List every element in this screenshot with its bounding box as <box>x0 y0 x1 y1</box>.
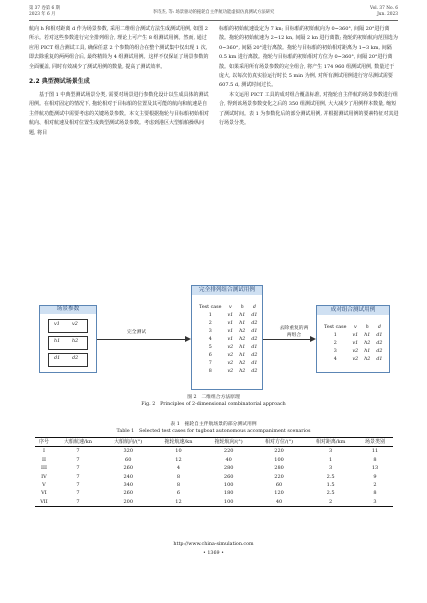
full-cell: h1 <box>239 345 246 350</box>
publish-date-en: Jun. 2023 <box>377 12 398 17</box>
table-cell: 7 <box>76 456 80 463</box>
full-cell: h2 <box>239 337 246 342</box>
full-cell: 8 <box>208 369 212 374</box>
full-cell: 6 <box>208 353 212 358</box>
table-col-header: 序号 <box>35 438 53 447</box>
full-header-row <box>196 304 260 312</box>
table-cell: 260 <box>123 490 133 497</box>
figure-caption-cn: 图 2 二维组合方法原理 <box>187 395 240 400</box>
right-column <box>219 25 399 128</box>
param-v1: v1 <box>54 322 60 327</box>
running-title: 李诗杰, 等: 场景驱动的拖轮自主伴航功能虚拟仿真测试方法研究 <box>152 10 275 15</box>
pair-cell: d1 <box>376 333 383 338</box>
table-cell: 40 <box>254 498 304 507</box>
volume-issue: 第 37 卷第 6 期 <box>29 6 60 11</box>
full-col-header: Test case <box>199 305 222 310</box>
pair-cell: h1 <box>364 349 371 354</box>
table-cell: 120 <box>274 490 284 497</box>
full-cell: 7 <box>208 361 212 366</box>
table-caption-cn: 表 1 拖轮自主伴航场景的部分测试用例 <box>170 422 257 427</box>
full-combination-table <box>196 304 260 376</box>
exhaustive-test-label: 完全测试 <box>127 330 147 335</box>
table-cell: 280 <box>274 465 284 472</box>
pair-col-header: Test case <box>324 325 347 330</box>
table-cell: 7 <box>76 490 80 497</box>
table-row <box>35 447 393 456</box>
table-cell: IV <box>41 473 47 480</box>
figure-caption-en: Fig. 2 Principles of 2-dimensional combinatorial approach <box>141 402 286 407</box>
paragraph: 本文运用 PICT 工具的成对组合覆盖标准, 对拖轮自主伴航的场景参数进行组合, 得到该场景参数变化之后的 350 组测试用例, 大大减少了用例样本数量, 缩短了测试时间。表 1 为参数化后的部分测试用例, 并根据测试用例的要素特征对其进行场景分类。 <box>219 91 399 127</box>
table-cell: 2 <box>304 498 357 507</box>
table-cell: 11 <box>371 448 379 455</box>
full-cell: d2 <box>251 369 258 374</box>
full-cell: 3 <box>208 329 212 334</box>
table-cell: 7 <box>76 473 80 480</box>
pairwise-title: 成对组合测试用例 <box>317 306 389 315</box>
table-col-header: 大船航向/(°) <box>103 438 153 447</box>
table-cell: 8 <box>176 473 181 480</box>
pair-cell: h1 <box>364 333 371 338</box>
pair-cell: v1 <box>352 341 359 346</box>
publish-date: 2023 年 6 月 <box>29 12 56 17</box>
pair-row <box>321 332 385 340</box>
full-cell: h2 <box>239 361 246 366</box>
table-cell: 3 <box>329 448 333 455</box>
pair-row <box>321 356 385 364</box>
pair-row <box>321 348 385 356</box>
full-cell: 2 <box>208 321 212 326</box>
full-cell: d1 <box>251 361 258 366</box>
pair-cell: d1 <box>376 357 383 362</box>
param-d2: d2 <box>72 356 79 361</box>
table-cell: III <box>41 465 47 472</box>
table-cell: 7 <box>76 482 80 489</box>
table-col-header: 场景类别 <box>357 438 393 447</box>
table-cell: 100 <box>274 456 284 463</box>
pair-cell: d2 <box>376 341 383 346</box>
table-cell: 2.5 <box>326 490 335 497</box>
table-cell: 8 <box>373 490 377 497</box>
table-row <box>35 498 393 507</box>
table-row <box>35 481 393 489</box>
pair-cell: 4 <box>333 357 337 362</box>
table-col-header: 拖轮航速/kn <box>153 438 203 447</box>
full-cell: h1 <box>239 353 246 358</box>
table-cell: VII <box>35 498 53 507</box>
pair-cell: 2 <box>333 341 337 346</box>
journal-volume-en <box>370 6 398 18</box>
full-cell: 5 <box>208 345 212 350</box>
paragraph: 标船的初始航速设定为 7 kn; 目标船的初始航向为 0~360°, 间隔 20°进行离散。拖轮的初始航速为 2~12 kn, 间隔 2 kn 进行离散; 拖轮的初始航向范围选为 0~360°, 间隔 20°进行离散。拖轮与目标船的初始相对距离为 1~3 km, 间隔 0.5 km 进行离散。拖轮与目标船的初始相对方位为 0~360°, 间隔 20°进行离散。如果采用所有场景参数的完全组合, 将产生 174 960 组测试用例, 数量过于庞大, 以每次仿真实验运行时长 5 min 为例, 对所有测试用例进行穷尽测试需要 607.5 d, 测试时间过长。 <box>219 26 398 89</box>
full-cell: v1 <box>227 321 234 326</box>
pair-row <box>321 340 385 348</box>
table-col-header: 相对方位/(°) <box>254 438 304 447</box>
table-cell: 2.5 <box>326 473 335 480</box>
arrow-line <box>97 339 187 340</box>
table-cell: 4 <box>176 465 181 472</box>
table-cell: 100 <box>223 482 234 489</box>
header-rule <box>29 20 398 21</box>
param-v2: v2 <box>72 322 78 327</box>
full-cell: v2 <box>227 361 234 366</box>
full-cell: v1 <box>227 313 234 318</box>
full-row <box>196 352 260 360</box>
table-cell: 1 <box>329 456 333 463</box>
param-d1: d1 <box>54 356 61 361</box>
table-cell: 12 <box>153 498 203 507</box>
volume-issue-en: Vol. 37 No. 6 <box>370 6 398 11</box>
full-combination-box <box>191 285 263 390</box>
pair-cell: 3 <box>333 349 337 354</box>
table-cell: 260 <box>123 465 133 472</box>
table-cell: 7 <box>76 448 80 455</box>
full-cell: v2 <box>227 353 234 358</box>
table-col-header: 拖轮航向/(°) <box>204 438 254 447</box>
table-cell: 7 <box>76 465 80 472</box>
full-cell: h1 <box>239 321 246 326</box>
table-cell: 220 <box>223 448 234 455</box>
full-combination-title: 完全排列组合测试用例 <box>192 286 262 295</box>
table-cell: 6 <box>176 490 181 497</box>
full-row <box>196 336 260 344</box>
table-cell: 40 <box>225 456 232 463</box>
table-cell: 1.5 <box>326 482 335 489</box>
table-cell: 200 <box>103 498 153 507</box>
table-cell: 9 <box>373 473 377 480</box>
table-col-header: 相对距离/km <box>304 438 357 447</box>
param-h <box>48 336 88 350</box>
footer-url[interactable]: http://www.china-simulation.com <box>173 542 254 547</box>
table-cell: 220 <box>274 448 284 455</box>
full-col-header: h <box>240 305 244 310</box>
table-cell: 320 <box>123 448 133 455</box>
full-cell: 4 <box>208 337 212 342</box>
full-row <box>196 344 260 352</box>
param-h2: h2 <box>72 339 79 344</box>
pair-cell: d2 <box>376 349 383 354</box>
table-cell: 180 <box>223 490 234 497</box>
full-cell: d2 <box>251 321 258 326</box>
scenario-params-box <box>39 305 97 373</box>
full-col-header: d <box>252 305 256 310</box>
param-v <box>48 319 88 333</box>
table-cell: 240 <box>123 473 133 480</box>
param-h1: h1 <box>54 339 61 344</box>
pair-col-header: v <box>353 325 357 330</box>
table-cell: 220 <box>274 473 284 480</box>
table-cell: 60 <box>275 482 283 489</box>
full-cell: d2 <box>251 353 258 358</box>
pair-col-header: d <box>377 325 381 330</box>
dedupe-label: 去除重复的两两组合 <box>279 326 309 338</box>
table-cell: 280 <box>223 465 234 472</box>
table-cell: VI <box>41 490 47 497</box>
table-cell: 10 <box>175 448 182 455</box>
full-cell: v1 <box>227 337 234 342</box>
table-cell: II <box>42 456 46 463</box>
table-cell: 100 <box>204 498 254 507</box>
full-col-header: v <box>228 305 232 310</box>
table-row <box>35 489 393 497</box>
full-cell: v2 <box>227 345 234 350</box>
table-cell: V <box>42 482 46 489</box>
scenario-params-title: 场景参数 <box>40 306 96 314</box>
full-cell: d2 <box>251 337 258 342</box>
figure-2 <box>29 285 398 390</box>
table-cell: 3 <box>329 465 333 472</box>
table-cell: 8 <box>373 456 377 463</box>
full-cell: d1 <box>251 313 258 318</box>
pair-cell: v1 <box>352 333 359 338</box>
full-cell: 1 <box>208 313 212 318</box>
table-cell: 260 <box>223 473 234 480</box>
full-cell: h2 <box>239 329 246 334</box>
pair-col-header: h <box>365 325 369 330</box>
table-cell: 3 <box>357 498 393 507</box>
table-cell: 2 <box>373 482 377 489</box>
table-row <box>35 473 393 481</box>
table-cell: I <box>42 448 45 455</box>
full-cell: d1 <box>251 345 258 350</box>
full-row <box>196 328 260 336</box>
pair-cell: h2 <box>364 357 371 362</box>
pair-cell: 1 <box>333 333 337 338</box>
full-cell: v1 <box>227 329 234 334</box>
full-cell: h2 <box>239 369 246 374</box>
table-caption-en: Table 1 Selected test cases for tugboat autonomous accompaniment scenarios <box>116 429 311 434</box>
table-cell: 13 <box>371 465 379 472</box>
pairwise-box <box>316 305 390 373</box>
full-row <box>196 360 260 368</box>
table-cell: 8 <box>176 482 181 489</box>
full-cell: d1 <box>251 329 258 334</box>
page-number: • 1369 • <box>203 551 224 556</box>
pair-header-row <box>321 324 385 332</box>
paragraph: 航向 h 和相对距离 d 作为场景参数, 采用二维组合测试方法生成测试用例, 如图 2 所示。若对这些参数进行完全排列组合, 理论上可产生 8 组测试用例。然而, 通过应用 PICT 组合测试工具, 确保任意 2 个参数的组合在整个测试集中仅出现 1 次, 即去除重复的两两组合后, 最终精简为 4 组测试用例。这样不仅保证了场景参数的全面覆盖, 同时有效减少了测试用例的数量, 提高了测试效率。 <box>29 26 209 70</box>
full-row <box>196 368 260 376</box>
full-cell: v2 <box>227 369 234 374</box>
full-row <box>196 320 260 328</box>
full-cell: h1 <box>239 313 246 318</box>
left-column <box>29 25 209 138</box>
test-case-table <box>35 437 393 507</box>
table-cell: 12 <box>175 456 182 463</box>
pair-cell: v2 <box>352 349 359 354</box>
table-row <box>35 456 393 464</box>
arrow-line <box>263 339 311 340</box>
full-row <box>196 312 260 320</box>
table-col-header: 大船航速/kn <box>53 438 103 447</box>
pair-cell: v2 <box>352 357 359 362</box>
table-cell: 340 <box>123 482 133 489</box>
param-d <box>48 353 88 367</box>
pair-cell: h2 <box>364 341 371 346</box>
table-cell: 60 <box>125 456 132 463</box>
paragraph: 基于图 1 中典型测试场景分类, 需要对场景进行参数化设计以生成具体的测试用例。在相对固定的情况下, 拖轮相对于目标船的位置及其可能的航向和航速是自主伴航功能测试中需要考虑的关键场景参数。本文主要根据拖轮与目标船初始相对航向、相对航速及相对位置生成典型测试场景参数。考虑到港区大型船舶操纵问题, 将目 <box>29 92 210 136</box>
pairwise-table <box>321 324 385 364</box>
section-heading: 2.2 典型测试场景生成 <box>29 78 90 86</box>
table-row <box>35 464 393 472</box>
table-cell: 7 <box>53 498 103 507</box>
